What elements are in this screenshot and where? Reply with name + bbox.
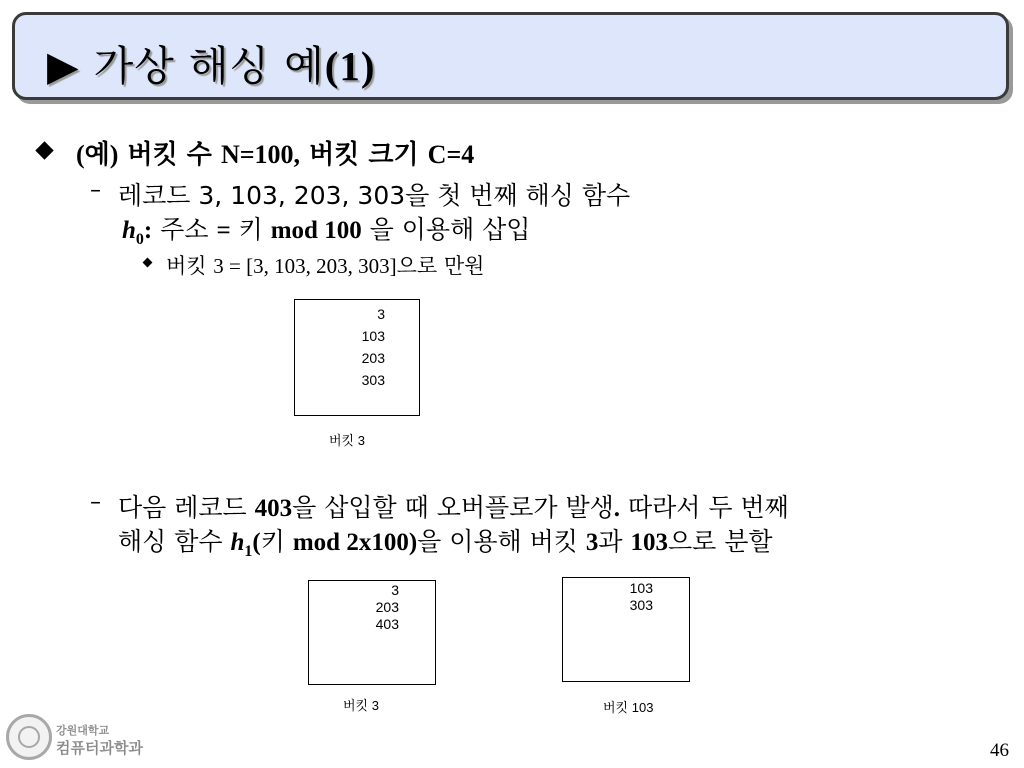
text-segment: mod 2x100) [292,529,418,556]
bucket-value: 103 [629,580,653,596]
text-segment: 키 [260,527,293,556]
slide-title [47,33,376,92]
title-number: (1) [324,43,376,89]
dash-bullet: – [90,490,101,515]
text-segment: 0 [135,231,144,248]
bucket-value: 103 [361,328,385,344]
title-bar [12,12,1009,100]
text-segment: (예) [76,140,119,169]
bucket-values [305,303,385,391]
bucket-caption: 버킷 103 [603,700,654,715]
bucket-values [319,582,399,633]
sub-line-3 [118,488,789,524]
title-text: 가상 해싱 예 [93,42,325,90]
text-segment: : [143,217,153,244]
text-segment: 3 [585,529,599,556]
text-segment: 403 [254,495,293,522]
footer-department: 컴퓨터과학과 [56,739,143,757]
sub-line-2 [122,210,530,249]
bucket-value: 3 [377,306,385,322]
text-segment: 따라서 두 번째 [620,493,789,522]
bucket-3-full [294,299,420,416]
page-number: 46 [990,740,1009,761]
text-segment: ( [252,529,261,556]
sub-line-4 [118,522,773,561]
bucket-value: 403 [375,616,399,632]
text-segment: . [613,495,620,522]
text-segment: 3 = [3, 103, 203, 303] [213,254,397,278]
bucket-values [573,580,653,614]
text-segment: h [230,529,245,556]
bucket-caption: 버킷 3 [343,698,379,713]
text-segment: 과 [598,527,631,556]
bucket-value: 203 [361,350,385,366]
bullet-line-1 [76,134,474,171]
bucket-value: 203 [375,599,399,615]
university-seal-icon [6,714,52,760]
bucket-value: 303 [629,597,653,613]
footer-university: 강원대학교 [56,724,110,737]
text-segment: 레코드 3, 103, 203, 303을 첫 번째 해싱 함수 [118,181,631,210]
text-segment: 다음 레코드 [118,493,255,522]
text-segment: 키 [230,215,271,244]
bucket-value: 303 [361,372,385,388]
text-segment: 으로 분할 [668,527,773,556]
text-segment: = [216,217,231,244]
text-segment: 버킷 수 [118,140,221,170]
text-segment: N=100, [220,140,301,169]
sub-line-1 [118,176,630,212]
text-segment: 을 이용해 삽입 [361,215,531,244]
bucket-caption: 버킷 3 [329,433,365,448]
bucket-3-split [308,580,436,685]
text-segment: 으로 만원 [396,254,485,278]
sub-sub-line-1 [166,250,484,280]
dash-bullet: – [90,178,101,203]
text-segment: 을 이용해 버킷 [417,527,586,556]
text-segment: mod 100 [270,217,362,244]
text-segment: C=4 [427,140,475,169]
title-marker: ▶ [47,42,80,90]
text-segment: 버킷 크기 [300,140,428,170]
text-segment: 을 삽입할 때 오버플로가 발생 [292,493,614,522]
bucket-103 [562,577,690,682]
text-segment: 1 [244,543,253,560]
text-segment: h [122,217,136,244]
small-diamond-bullet-icon [143,258,153,268]
text-segment: 해싱 함수 [118,527,231,556]
bucket-value: 3 [391,582,399,598]
text-segment: 버킷 [166,254,214,278]
text-segment: 주소 [152,215,217,244]
diamond-bullet-icon [35,141,53,159]
text-segment: 103 [630,529,669,556]
